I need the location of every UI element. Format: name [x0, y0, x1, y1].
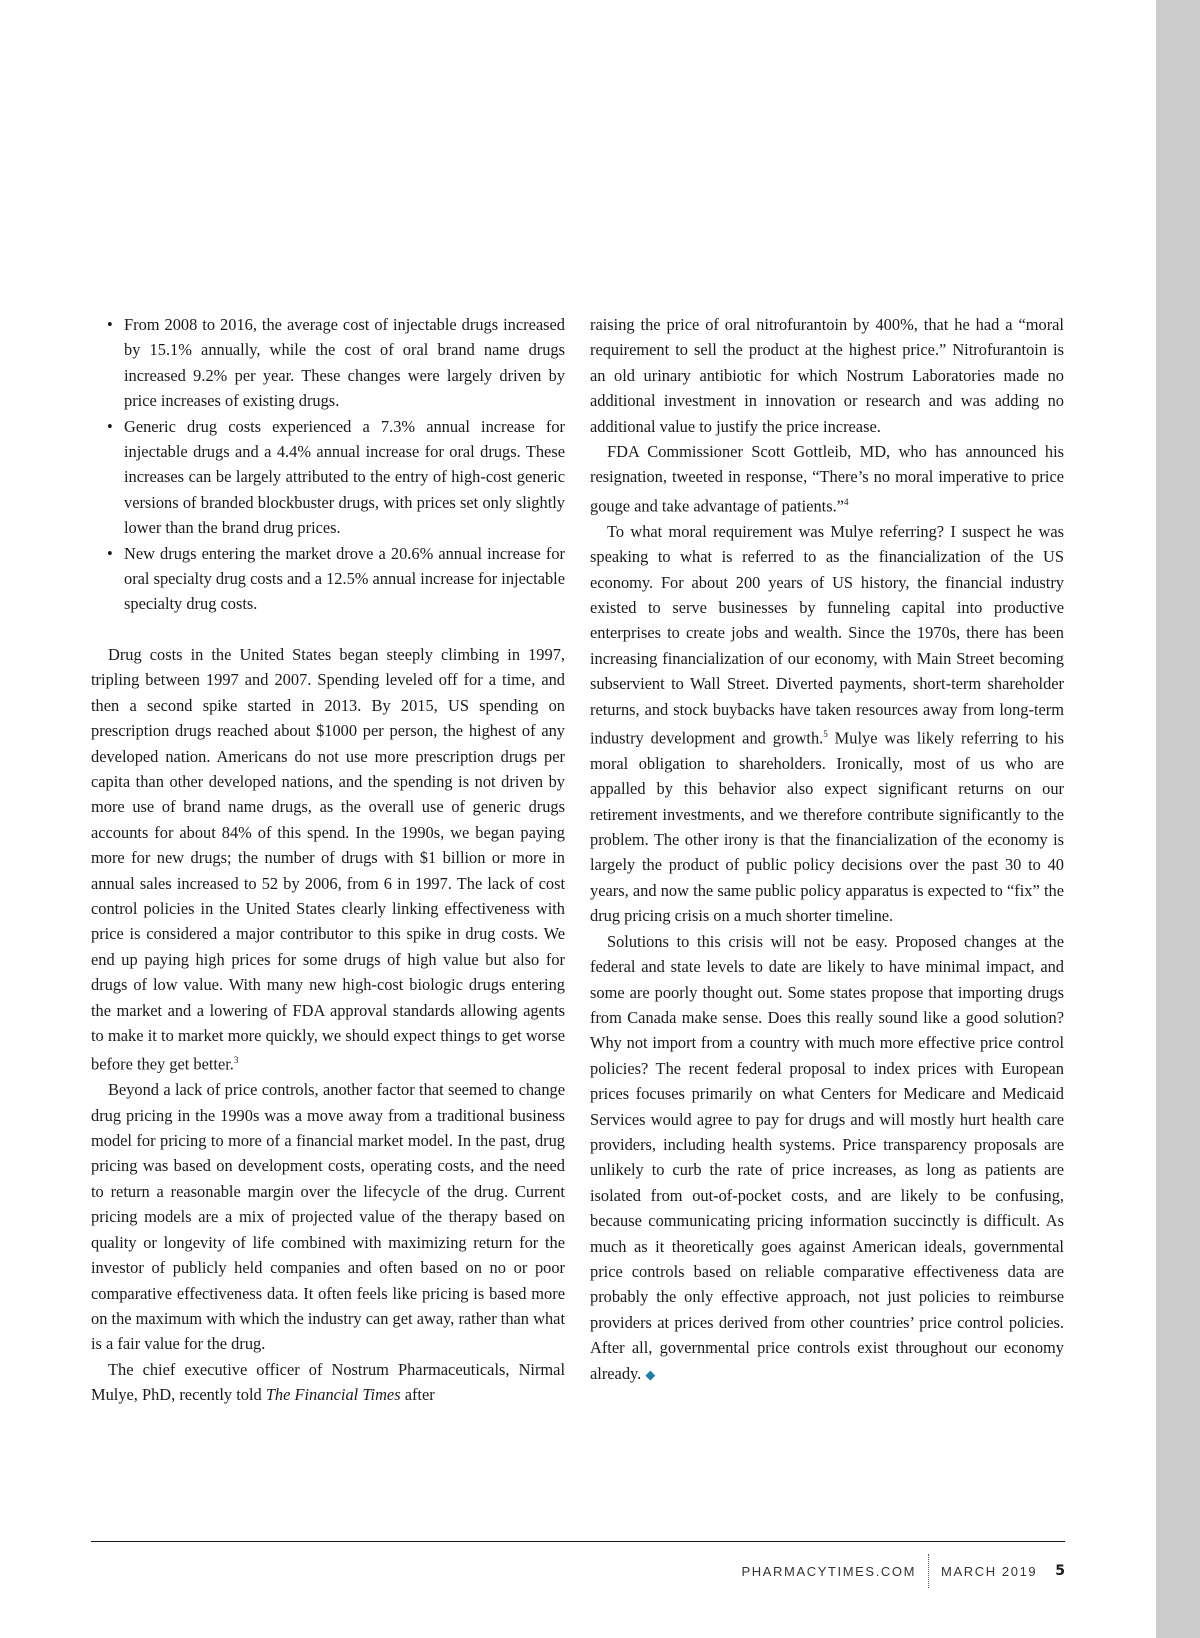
page-edge-bar [1156, 0, 1200, 1638]
list-item [91, 414, 565, 541]
reference-marker: 3 [233, 1055, 239, 1066]
page-number: 5 [1055, 1563, 1065, 1579]
body-paragraph: Drug costs in the United States began steeply climbing in 1997, tripling between 1997 and 2007. Spending leveled off for a time, and then a second spike started in 2013. By 2015, US spending on prescription drugs reached about $1000 per person, the highest of any developed nation. Americans do not use more prescription drugs per capita than other developed nations, and the spending is not driven by more use of brand name drugs, as the overall use of generic drugs accounts for about 84% of this spend. In the 1990s, we began paying more for new drugs; the number of drugs with $1 billion or more in annual sales increased to 52 by 2006, from 6 in 1997. The lack of cost control policies in the United States clearly linking effectiveness with price is considered a major contributor to this spike in drug costs. We end up paying high prices for some drugs of high value but also for drugs of low value. With many new high-cost biologic drugs entering the market and a lowering of FDA approval standards allowing agents to make it to market more quickly, we should expect things to get worse before they get better.$^3$ [91, 644, 565, 1074]
bullet-text: Generic drug costs experienced a 7.3% annual increase for injectable drugs and a 4.4% annual increase for oral drugs. These increases can be largely attributed to the entry of high-cost generic versions of branded blockbuster drugs, with prices set only slightly lower than the brand drug prices. [124, 416, 565, 538]
body-paragraph: To what moral requirement was Mulye referring? I suspect he was speaking to what is referred to as the financialization of the US economy. For about 200 years of US history, the financial industry existed to serve businesses by funneling capital into productive enterprises to create jobs and wealth. Since the 1970s, there has been increasing financialization of our economy, with Main Street becoming subservient to Wall Street. Diverted payments, short-term shareholder returns, and stock buybacks have taken resources away from long-term industry development and growth.$^5$ Mulye was likely referring to his moral obligation to shareholders. Ironically, most of us who are appalled by this behavior also expect significant returns on our retirement investments, and we therefore contribute significantly to the problem. The other irony is that the financialization of the economy is largely the product of public policy decisions over the past 30 to 40 years, and now the same public policy apparatus is expected to “fix” the drug pricing crisis on a much shorter timeline. [590, 521, 1064, 926]
body-paragraph: Beyond a lack of price controls, another factor that seemed to change drug pricing in the 1990s was a move away from a traditional business model for pricing to more of a financial market model. In the past, drug pricing was based on development costs, operating costs, and the need to return a reasonable margin over the lifecycle of the drug. Current pricing models are a mix of projected value of the therapy based on quality or longevity of life combined with maximizing return for the investor of publicly held companies and often based on no or poor comparative effectiveness data. It often feels like pricing is based more on the maximum with which the industry can get away, rather than what is a fair value for the drug. [91, 1080, 565, 1354]
bullet-text: New drugs entering the market drove a 20.6% annual increase for oral specialty drug costs and a 12.5% annual increase for injectable specialty drug costs. [124, 543, 566, 614]
publication-title: The Financial Times [265, 1385, 401, 1405]
bullet-list [91, 312, 565, 617]
footer-divider [928, 1554, 929, 1588]
footer-site: PHARMACYTIMES.COM [741, 1563, 917, 1579]
right-column [590, 312, 1064, 1387]
list-item [91, 541, 565, 617]
reference-marker: 5 [823, 728, 828, 739]
bullet-text: From 2008 to 2016, the average cost of injectable drugs increased by 15.1% annually, while the cost of oral brand name drugs increased 9.2% per year. These changes were largely driven by price increases of existing drugs. [124, 315, 565, 411]
page-footer [742, 1556, 1066, 1586]
body-paragraph: The chief executive officer of Nostrum Pharmaceuticals, Nirmal Mulye, PhD, recently told The Financial Times after [91, 1359, 565, 1405]
left-column [91, 312, 565, 1408]
body-paragraph: FDA Commissioner Scott Gottleib, MD, who has announced his resignation, tweeted in response, “There’s no moral imperative to price gouge and take advantage of patients.”$^4$ [590, 442, 1064, 516]
bullet-icon: • [107, 416, 113, 436]
end-mark-icon: ◆ [645, 1366, 656, 1382]
reference-marker: 4 [843, 496, 849, 507]
body-paragraph: raising the price of oral nitrofurantoin by 400%, that he had a “moral requirement to sell the product at the highest price.” Nitrofurantoin is an old urinary antibiotic for which Nostrum Laboratories made no additional investment in innovation or research and was adding no additional value to justify the price increase. [590, 315, 1064, 436]
footer-date: MARCH 2019 [941, 1563, 1038, 1579]
footer-rule [91, 1541, 1065, 1542]
list-item [91, 312, 565, 414]
bullet-icon: • [107, 543, 113, 563]
body-paragraph: Solutions to this crisis will not be easy. Proposed changes at the federal and state levels to date are likely to have minimal impact, and some are poorly thought out. Some states propose that importing drugs from Canada make sense. Does this really sound like a good solution? Why not import from a country with much more effective price control policies? The recent federal proposal to index prices with European prices focuses primarily on what Centers for Medicare and Medicaid Services would agree to pay for drugs and will mostly hurt health care providers, including health systems. Price transparency proposals are unlikely to curb the rate of price increases, as long as patients are isolated from out-of-pocket costs, and are likely to be confusing, because communicating pricing information succinctly is difficult. As much as it theoretically goes against American ideals, governmental price controls based on reliable comparative effectiveness data are probably the only effective approach, not just policies to reimburse providers at prices derived from other countries’ price control policies. After all, governmental price controls exist throughout our economy already. ◆ [590, 931, 1064, 1383]
bullet-icon: • [107, 315, 113, 334]
